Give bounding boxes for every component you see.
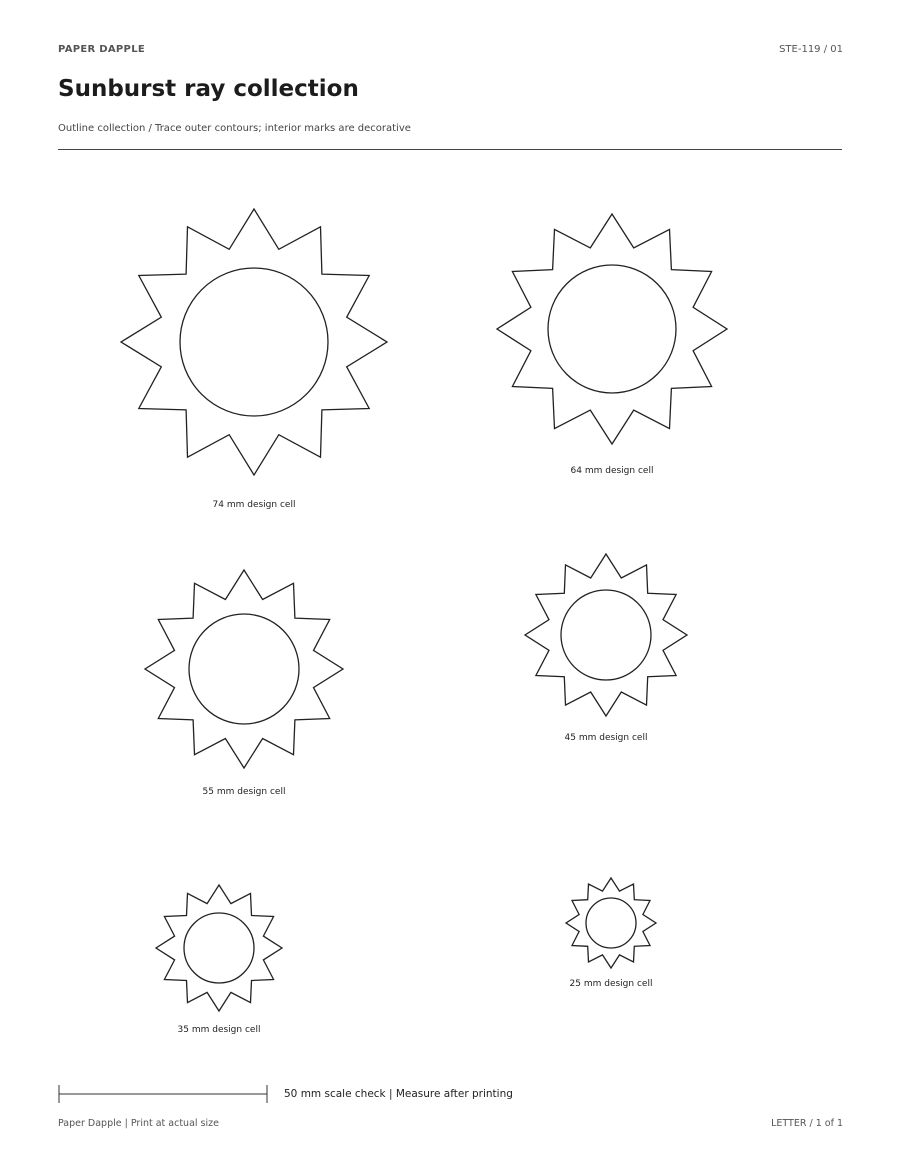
design-caption-74mm: 74 mm design cell: [212, 500, 296, 510]
sun-ray-contour: [566, 878, 656, 968]
document-id: STE-119 / 01: [779, 44, 843, 55]
footer-left-text: Paper Dapple | Print at actual size: [58, 1118, 219, 1129]
design-caption-45mm: 45 mm design cell: [564, 733, 648, 743]
design-caption-25mm: 25 mm design cell: [569, 979, 653, 989]
design-caption-55mm: 55 mm design cell: [202, 787, 286, 797]
sun-center-disc: [586, 898, 636, 948]
footer-page-info: LETTER / 1 of 1: [771, 1118, 843, 1129]
scale-check-bar: [58, 1084, 268, 1104]
page-subtitle: Outline collection / Trace outer contours; interior marks are decorative: [58, 123, 411, 134]
scale-check-label: 50 mm scale check | Measure after printing: [284, 1088, 513, 1100]
design-caption-64mm: 64 mm design cell: [570, 466, 654, 476]
page-title: Sunburst ray collection: [58, 76, 359, 102]
brand-name: PAPER DAPPLE: [58, 44, 145, 55]
design-caption-35mm: 35 mm design cell: [177, 1025, 261, 1035]
